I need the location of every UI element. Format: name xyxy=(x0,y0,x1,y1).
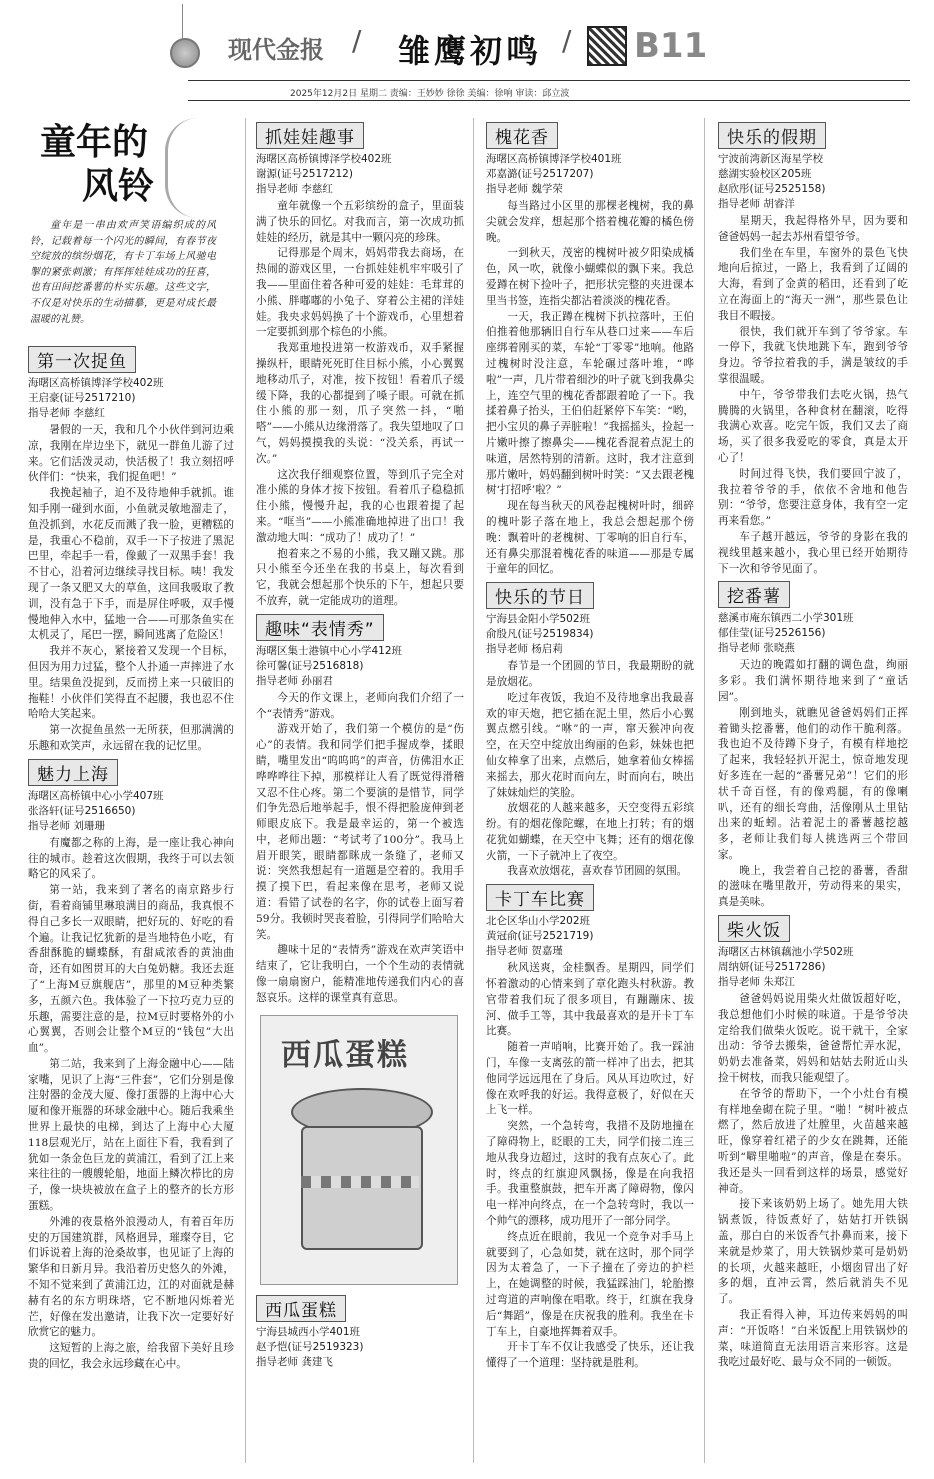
article-title: 卡丁车比赛 xyxy=(486,884,594,911)
article-paragraph: 我郑重地投进第一枚游戏币，双手紧握操纵杆，眼睛死死盯住目标小熊，小心翼翼地移动爪子，对准，按下按钮！看着爪子缓缓下降，我的心都提到了嗓子眼。可就在抓住小熊的那一刻，爪子突然一抖，“啪嗒”——小熊从边缘滑落了。我失望地叹了口气，妈妈摸摸我的头说：“没关系，再试一次。” xyxy=(256,342,464,465)
article-paragraph: 我正看得入神，耳边传来妈妈的叫声：“开饭咯！”白米饭配上用铁锅炒的菜，味道简直无法用语言来形容。这是我吃过最好吃、最与众不同的一顿饭。 xyxy=(718,1309,908,1369)
article-paragraph: 一天，我正蹲在槐树下扒拉落叶，王伯伯推着他那辆旧自行车从巷口过来——车后座绑着刚买的菜，车轮“丁零零”地响。他路过槐树时没注意，车轮碾过落叶堆，“哗啦”一声，几片带着细沙的叶子就飞到我鼻尖上，连空气里的槐花香都跟着呛了一下。我揉着鼻子抬头，王伯伯赶紧停下车笑：“哟，把小宝贝的鼻子弄脏啦！”我摇摇头，捡起一片嫩叶擦了擦鼻尖——槐花香混着点泥土的味道，居然特别的清新。这时，我才注意到那片嫩叶，妈妈翻到树叶时笑：“又去跟老槐树‘打招呼’啦？” xyxy=(486,310,694,497)
article-title: 第一次捉鱼 xyxy=(28,346,136,373)
article-teacher: 指导老师 张晓燕 xyxy=(718,642,795,655)
article-paragraph: 在爷爷的帮助下，一个小灶台有模有样地垒砌在院子里。“啪！”树叶被点燃了，然后放进了灶膛里，火苗越来越旺，像穿着红裙子的少女在跳舞，还能听到“噼里啪啦”的声音，像是在奏乐。我还是头一回看到这样的场景，感觉好神奇。 xyxy=(718,1087,908,1195)
article-paragraph: 第一次捉鱼虽然一无所获，但那满满的乐趣和欢笑声，永远留在我的记忆里。 xyxy=(28,724,234,752)
article-teacher: 指导老师 朱郑江 xyxy=(718,976,795,989)
article-paragraph: 很快，我们就开车到了爷爷家。车一停下，我就飞快地跳下车，跑到爷爷身边。爷爷拉着我的手，满是皱纹的手掌很温暖。 xyxy=(718,325,908,385)
article-teacher: 指导老师 孙丽君 xyxy=(256,674,333,687)
article-paragraph: 现在每当秋天的风卷起槐树叶时，细碎的槐叶影子落在地上，我总会想起那个傍晚：飘着叶的老槐树、丁零响的旧自行车，还有鼻尖那混着槐花香的味道——那是专属于童年的回忆。 xyxy=(486,500,694,576)
article-author: 周纳妍(证号2517286) xyxy=(718,961,826,974)
article-school: 宁海县金阳小学502班 xyxy=(486,613,591,626)
article-paragraph: 每当路过小区里的那棵老槐树，我的鼻尖就会发痒，想起那个搭着槐花瓣的橘色傍晚。 xyxy=(486,200,694,244)
header-rule xyxy=(188,80,910,81)
feature-intro xyxy=(30,218,216,327)
feature-intro-text: 童年是一串由欢声笑语编织成的风铃，记载着每一个闪光的瞬间，有春节夜空绽放的缤纷烟花，有卡丁车场上风驰电掣的紧张刺激；有挥挥娃娃成功的狂喜，也有田间挖番薯的朴实乐趣。这些文字，不仅是对快乐的生动描摹，更是对成长最温暖的礼赞。 xyxy=(30,220,216,325)
header-divider: / xyxy=(352,24,362,57)
article-paragraph: 星期天，我起得格外早，因为要和爸爸妈妈一起去苏州看望爷爷。 xyxy=(718,215,908,243)
article-paragraph: 秋风送爽，金桂飘香。星期四，同学们怀着激动的心情来到了章化跑头村秋游。教官带着我们玩了很多项目，有蹦蹦床、拔河、做手工等，其中我最喜欢的是开卡丁车比赛。 xyxy=(486,962,694,1038)
drawing-title: 西瓜蛋糕 xyxy=(281,1037,409,1073)
article-teacher: 指导老师 胡睿洋 xyxy=(718,198,795,210)
article-teacher: 指导老师 魏学荣 xyxy=(486,183,563,195)
header-meta: 2025年12月2日 星期二 责编：王妙妙 徐徐 美编：徐响 审读：邱立波 xyxy=(290,89,570,99)
article-paragraph: 春节是一个团圆的节日，我最期盼的就是放烟花。 xyxy=(486,660,694,688)
article-paragraph: 我挽起袖子，迫不及待地伸手就抓。谁知手刚一碰到水面，小鱼就灵敏地溜走了，鱼没抓到，水花反而溅了我一脸，更糟糕的是，我重心不稳前，双手一下子按进了黑泥巴里，牵起手一看，像戴了一双黑手套！我不甘心，沿着河边继续寻找目标。咦！我发现了一条又肥又大的草鱼，这回我吸取了教训，没有急于下手，而是屏住呼吸，双手慢慢地伸入水中，猛地一合——可那条鱼实在太机灵了，尾巴一摆，瞬间逃离了危险区！ xyxy=(28,487,234,642)
article-paragraph: 接下来该奶奶上场了。她先用大铁锅煮饭，待饭煮好了，姑姑打开铁锅盖，那白白的米饭香气扑鼻而来，接下来就是炒菜了，用大铁锅炒菜可是奶奶的长项，火越来越旺，小烟囱冒出了好多的烟，直冲云霄，然后就消失不见了。 xyxy=(718,1198,908,1306)
article-paragraph: 第二站，我来到了上海金融中心——陆家嘴，见识了上海“三件套”，它们分别是像注射器的金茂大厦、像打蛋器的上海中心大厦和像开瓶器的环球金融中心。随后我乘坐世界上最快的电梯，到达了上海中心大厦118层观光厅，站在上面往下看，我看到了犹如一条金色巨龙的黄浦江，看到了江上来来往往的一艘艘轮船，地面上鳞次栉比的房子，像一块块被放在盒子上的整齐的长方形蛋糕。 xyxy=(28,1057,234,1213)
article-paragraph: 时间过得飞快，我们要回宁波了，我拉着爷爷的手，依依不舍地和他告别：“爷爷，您要注意身体，我有空一定再来看您。” xyxy=(718,467,908,528)
article-author: 邓嘉潞(证号2517207) xyxy=(486,168,594,180)
article-school: 宁海县城西小学401班 xyxy=(256,1325,361,1338)
column-divider xyxy=(245,118,246,1463)
article-school: 海曙区高桥镇博泽学校402班 xyxy=(256,153,392,165)
article-author: 俞殷凡(证号2519834) xyxy=(486,628,594,641)
article-paragraph: 这次我仔细观察位置，等到爪子完全对准小熊的身体才按下按钮。看着爪子稳稳抓住小熊，慢慢升起，我的心也跟着提了起来。“哐当”——小熊准确地掉进了出口！我激动地大叫：“成功了！成功了！” xyxy=(256,468,464,544)
cake-body-shape xyxy=(301,1126,423,1250)
article-school: 宁波前湾新区海星学校 xyxy=(718,153,823,165)
article-school: 北仑区华山小学202班 xyxy=(486,915,591,928)
article-title: 西瓜蛋糕 xyxy=(256,1295,346,1322)
article-title: 挖番薯 xyxy=(718,581,790,608)
article-teacher: 指导老师 贺嘉瑾 xyxy=(486,945,563,958)
column-4 xyxy=(718,118,908,1466)
article-author: 徐可馨(证号2516818) xyxy=(256,659,364,672)
article-teacher: 指导老师 李慈红 xyxy=(256,183,333,195)
article-title: 抓娃娃趣事 xyxy=(256,122,364,149)
column-3 xyxy=(486,118,694,1466)
article-paragraph: 趣味十足的“表情秀”游戏在欢声笑语中结束了，它让我明白，一个个生动的表情就像一扇扇窗户，能精准地传递我们内心的喜怒哀乐。这样的课堂真有意思。 xyxy=(256,944,464,1004)
article-teacher: 指导老师 李慈红 xyxy=(28,407,105,419)
column-1 xyxy=(28,342,234,1467)
article-paragraph: 中午，爷爷带我们去吃火锅，热气腾腾的火锅里，各种食材在翻滚，吃得我满心欢喜。吃完午饭，我们又去了商场，买了很多我爱吃的零食，真是太开心了！ xyxy=(718,388,908,464)
section-title: 雏鹰初鸣 xyxy=(398,32,543,70)
article-paragraph: 刚到地头，就瞧见爸爸妈妈们正挥着锄头挖番薯，他们的动作干脆利落。我也迫不及待蹲下身子，有模有样地挖了起来，我轻轻扒开泥土，惊奇地发现好多连在一起的“番薯兄弟”！它们的形状千奇百怪，有的像鸡腿，有的像喇叭，还有的细长弯曲，活像刚从土里钻出来的蚯蚓。沾着泥土的番薯越挖越多，老师让我们每人挑选两三个带回家。 xyxy=(718,706,908,861)
article-paragraph: 有魔都之称的上海，是一座让我心神向往的城市。趁着这次假期，我终于可以去领略它的风采了。 xyxy=(28,836,234,881)
article-paragraph: 暑假的一天，我和几个小伙伴到河边乘凉，我刚在岸边坐下，就见一群鱼儿游了过来。它们活泼灵动，快活极了！我立刻招呼伙伴们：“快来，我们捉鱼吧！” xyxy=(28,424,234,484)
article-paragraph: 天边的晚霞如打翻的调色盘，绚丽多彩。我们满怀期待地来到了“童话园”。 xyxy=(718,659,908,703)
column-divider xyxy=(473,118,474,1463)
article-paragraph: 吃过年夜饭，我迫不及待地拿出我最喜欢的审天炮，把它插在泥土里，然后小心翼翼点燃引线。“咻”的一声，窜天猴冲向夜空，在天空中绽放出绚丽的色彩，妹妹也把仙女棒拿了出来，点燃后，她拿着仙女棒摇来摇去，那火花时而向左，时而向右，映出了妹妹灿烂的笑脸。 xyxy=(486,691,694,799)
article-title: 魅力上海 xyxy=(28,759,118,786)
article-teacher: 指导老师 龚建飞 xyxy=(256,1355,333,1368)
article-paragraph: 抱着来之不易的小熊，我又蹦又跳。那只小熊至今还坐在我的书桌上，每次看到它，我就会想起那个快乐的下午，想起只要不放弃，就一定能成功的道理。 xyxy=(256,547,464,607)
article-author: 王启豪(证号2517210) xyxy=(28,392,136,404)
article-paragraph: 我喜欢放烟花，喜欢春节团圆的氛围。 xyxy=(507,865,688,878)
article-teacher: 指导老师 杨启莉 xyxy=(486,643,563,656)
article-school-campus: 慈湖实验校区205班 xyxy=(718,168,812,180)
page-header xyxy=(0,0,934,102)
column-divider xyxy=(704,118,705,1463)
feature-title-line2: 风铃 xyxy=(82,165,155,207)
article-paragraph: 突然，一个急转弯，我措不及防地撞在了障碍物上，眨眼的工夫，同学们接二连三地从我身边超过，这时的我有点灰心了。此时，终点的红旗迎风飘扬，像是在向我招手。我重整旗鼓，把车开离了障碍物，像闪电一样冲向终点，在一个急转弯时，我以一个帅气的漂移，成功甩开了一部分同学。 xyxy=(486,1120,694,1228)
article-school: 海曙区集士港镇中心小学412班 xyxy=(256,644,403,657)
article-title: 柴火饭 xyxy=(718,915,790,942)
article-title: 快乐的假期 xyxy=(718,122,826,149)
article-paragraph: 爸爸妈妈说用柴火灶做饭超好吃，我总想他们小时候的味道。于是爷爷决定给我们做柴火饭吃。说干就干，全家出动：爷爷去搬柴，爸爸帮忙弄水泥，奶奶去准备菜，妈妈和姑姑去附近山头捡干树枝，而我只能观望了。 xyxy=(718,993,908,1085)
article-author: 赵欣彤(证号2525158) xyxy=(718,183,826,195)
article-title: 快乐的节日 xyxy=(486,582,594,609)
article-title: 槐花香 xyxy=(486,122,558,149)
article-paragraph: 外滩的夜景格外浪漫动人，有着百年历史的万国建筑群，风格迥异，璀璨夺目，它们诉说着上海的沧桑故事，也见证了上海的繁华和日新月异。我沿着历史悠久的外滩，不知不觉来到了黄浦江边，江的对面就是赫赫有名的东方明珠塔，它不断地闪烁着光芒，好像在发出邀请，让我下次一定要好好欣赏它的魅力。 xyxy=(28,1215,234,1339)
article-author: 赵予恺(证号2519323) xyxy=(256,1340,364,1353)
article-paragraph: 车子越开越远，爷爷的身影在我的视线里越来越小，我心里已经开始期待下一次和爷爷见面了。 xyxy=(718,530,908,575)
feature-title xyxy=(40,120,154,208)
article-paragraph: 我并不灰心，紧接着又发现一个目标，但因为用力过猛，整个人扑通一声摔进了水里。结果鱼没捉到，反而捞上来一只破旧的拖鞋！小伙伴们笑得直不起腰，我也忍不住哈哈大笑起来。 xyxy=(28,645,234,721)
header-rule xyxy=(188,100,910,101)
article-teacher: 指导老师 刘珊珊 xyxy=(28,819,105,832)
article-title: 趣味“表情秀” xyxy=(256,614,384,641)
article-paragraph: 随着一声哨响，比赛开始了。我一踩油门，车像一支离弦的箭一样冲了出去，把其他同学远远甩在了身后。风从耳边吹过，好像在欢呼我的好运。我得意极了，好似在天上飞一样。 xyxy=(486,1041,694,1117)
article-school: 海曙区高桥镇博泽学校401班 xyxy=(486,153,622,165)
article-paragraph: 放烟花的人越来越多，天空变得五彩缤纷。有的烟花像陀螺，在地上打转；有的烟花犹如蝴蝶，在天空中飞舞；还有的烟花像火箭，一下子就冲上了夜空。 xyxy=(486,802,694,862)
page-number: B11 xyxy=(634,26,708,66)
watermelon-cake-drawing xyxy=(260,1015,458,1285)
newspaper-name: 现代金报 xyxy=(228,36,324,64)
wind-chime-icon xyxy=(170,38,200,68)
article-paragraph: 第一站，我来到了著名的南京路步行街，看着商铺里琳琅满目的商品，我真恨不得自己多长一双眼睛，把好玩的、好吃的看个遍。让我记忆犹新的是当地特色小吃，有香甜酥脆的蝴蝶酥，有甜咸浓香的黄油曲奇，还有如图贯耳的大白兔奶糖。我还去逛了“上海M豆旗舰店”，那里的M豆种类繁多，五颜六色。我体验了一下拉巧克力豆的乐趣，需要注意的是，拉M豆时要格外的小心翼翼，否则会让整个M豆的“钱包”大出血”。 xyxy=(28,884,234,1055)
article-author: 郁佳莹(证号2526156) xyxy=(718,627,826,640)
article-paragraph: 我们坐在车里，车窗外的景色飞快地向后掠过，一路上，我看到了辽阔的大海，看到了金黄的稻田，还看到了屹立在海面上的“海天一洲”，那些景色让我目不暇接。 xyxy=(718,246,908,322)
column-2 xyxy=(256,118,464,1466)
cake-band-shape xyxy=(301,1176,419,1188)
article-paragraph: 游戏开始了，我们第一个模仿的是“伤心”的表情。我和同学们把手握成拳，揉眼睛，嘴里发出“呜呜呜”的声音，仿佛泪水正哗哗哗往下掉，那模样让人看了既觉得滑稽又忍不住心疼。第二个要演的是惜节，同学们争先恐后地举起手，恨不得把脸庞伸到老师眼皮底下。我是最幸运的，第一个被选中，老师出题：“考试考了100分”。我马上眉开眼笑，眼睛都眯成一条缝了，老师又说：突然我想起有一道题是空着的。我用手摸了摸下巴，看起来像在思考，老师又说道：看错了试卷的名字，你的试卷上面写着59分。我顿时哭丧着脸，引得同学们哈哈大笑。 xyxy=(256,723,464,941)
article-author: 张洛轩(证号2516650) xyxy=(28,804,136,817)
article-paragraph: 晚上，我尝着自己挖的番薯，香甜的滋味在嘴里散开，劳动得来的果实，真是美味。 xyxy=(718,864,908,909)
article-school: 慈溪市庵东镇西二小学301班 xyxy=(718,612,854,625)
article-school: 海曙区高桥镇博泽学校402班 xyxy=(28,377,164,389)
article-paragraph: 童年就像一个五彩缤纷的盒子，里面装满了快乐的回忆。对我而言，第一次成功抓娃娃的经历，就是其中一颗闪亮的珍珠。 xyxy=(256,200,464,244)
article-paragraph: 一到秋天，茂密的槐树叶被夕阳染成橘色，风一吹，就像小蝴蝶似的飘下来。我总爱蹲在树下捡叶子，把形状完整的夹进课本里当书签，连指尖都沾着淡淡的槐花香。 xyxy=(486,247,694,307)
wind-chime-decoration xyxy=(165,118,198,218)
article-paragraph: 开卡丁车不仅让我感受了快乐，还让我懂得了一个道理：坚持就是胜利。 xyxy=(486,1341,694,1370)
article-school: 海曙区古林镇藕池小学502班 xyxy=(718,946,854,959)
article-school: 海曙区高桥镇中心小学407班 xyxy=(28,789,164,802)
article-author: 谢源(证号2517212) xyxy=(256,168,353,180)
qr-code-icon xyxy=(587,26,627,66)
article-author: 黄冠俞(证号2521719) xyxy=(486,930,594,943)
feature-title-line1: 童年的 xyxy=(40,121,149,163)
wind-chime-string xyxy=(182,4,183,38)
article-paragraph: 今天的作文课上，老师向我们介绍了一个“表情秀”游戏。 xyxy=(256,691,464,720)
article-paragraph: 这短暂的上海之旅，给我留下美好且珍贵的回忆，我会永远珍藏在心中。 xyxy=(28,1342,234,1371)
article-paragraph: 终点近在眼前，我见一个竞争对手马上就要到了，心急如焚，就在这时，那个同学因为太着急了，一下子撞在了旁边的护栏上，在她调整的时候，我猛踩油门，轮胎擦过弯道的声响像在唱歌。终于，红旗在我身后“舞蹈”，像是在庆祝我的胜利。我坐在卡丁车上，自豪地挥舞着双手。 xyxy=(486,1230,694,1338)
article-paragraph: 记得那是个周末，妈妈带我去商场，在热闹的游戏区里，一台抓娃娃机牢牢吸引了我——里面住着各种可爱的娃娃：毛茸茸的小熊、胖嘟嘟的小兔子、穿着公主裙的洋娃娃。我央求妈妈换了十个游戏币，心里想着一定要抓到那个棕色的小熊。 xyxy=(256,247,464,339)
header-divider: / xyxy=(562,24,572,57)
